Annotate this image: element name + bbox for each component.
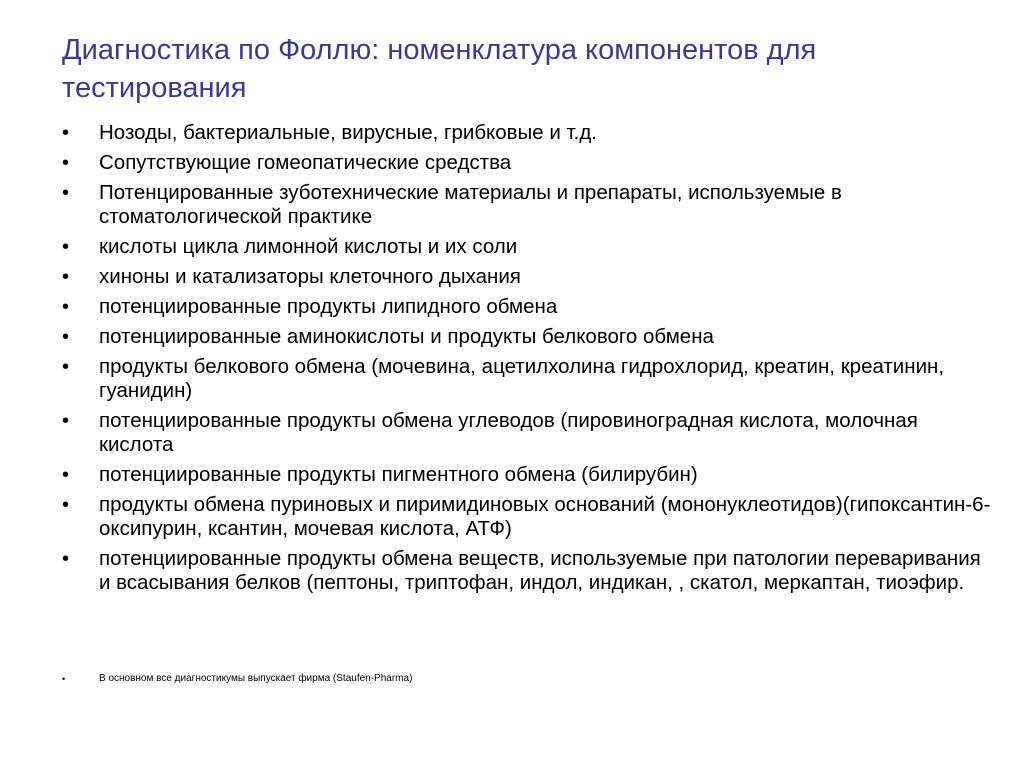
footnote	[62, 673, 992, 685]
list-item-text: потенциированные продукты липидного обмена	[99, 295, 558, 318]
footnote-bullet-icon: •	[62, 674, 66, 684]
bullet-list	[62, 121, 992, 601]
list-item-text: потенциированные продукты обмена веществ, используемые при патологии переваривания и всасывания белков (пептоны, триптофан, индол, индикан, , скатол, меркаптан, тиоэфир.	[99, 547, 981, 594]
list-item	[62, 181, 992, 229]
list-item	[62, 151, 992, 175]
list-item-text: продукты белкового обмена (мочевина, ацетилхолина гидрохлорид, креатин, креатинин, гуанидин)	[99, 355, 945, 402]
list-item	[62, 355, 992, 403]
bullet-icon: •	[62, 182, 70, 204]
footnote-text: В основном все диагностикумы выпускает фирма (Staufen-Pharma)	[99, 673, 413, 684]
list-item-text: Нозоды, бактериальные, вирусные, грибковые и т.д.	[99, 121, 597, 144]
list-item	[62, 409, 992, 457]
list-item-text: потенциированные продукты обмена углеводов (пировиноградная кислота, молочная кислота	[99, 409, 918, 456]
bullet-icon: •	[62, 152, 70, 174]
bullet-icon: •	[62, 236, 70, 258]
list-item	[62, 325, 992, 349]
list-item-text: кислоты цикла лимонной кислоты и их соли	[99, 235, 518, 258]
list-item	[62, 295, 992, 319]
list-item-text: хиноны и катализаторы клеточного дыхания	[99, 265, 521, 288]
list-item	[62, 547, 992, 595]
bullet-icon: •	[62, 464, 70, 486]
slide-title: Диагностика по Фоллю: номенклатура компонентов для тестирования	[62, 34, 817, 104]
bullet-icon: •	[62, 494, 70, 516]
bullet-icon: •	[62, 266, 70, 288]
bullet-icon: •	[62, 122, 70, 144]
list-item-text: потенциированные продукты пигментного обмена (билирубин)	[99, 463, 698, 486]
bullet-icon: •	[62, 548, 70, 570]
bullet-icon: •	[62, 356, 70, 378]
bullet-icon: •	[62, 410, 70, 432]
list-item-text: Сопутствующие гомеопатические средства	[99, 151, 512, 174]
list-item-text: продукты обмена пуриновых и пиримидиновых оснований (мононуклеотидов)(гипоксантин-6-оксипурин, ксантин, мочевая кислота, АТФ)	[99, 493, 991, 540]
list-item-text: потенциированные аминокислоты и продукты белкового обмена	[99, 325, 714, 348]
list-item	[62, 463, 992, 487]
list-item	[62, 121, 992, 145]
list-item	[62, 493, 992, 541]
bullet-icon: •	[62, 326, 70, 348]
list-item	[62, 235, 992, 259]
list-item-text: Потенцированные зуботехнические материалы и препараты, используемые в стоматологической практике	[99, 181, 842, 228]
list-item	[62, 265, 992, 289]
bullet-icon: •	[62, 296, 70, 318]
